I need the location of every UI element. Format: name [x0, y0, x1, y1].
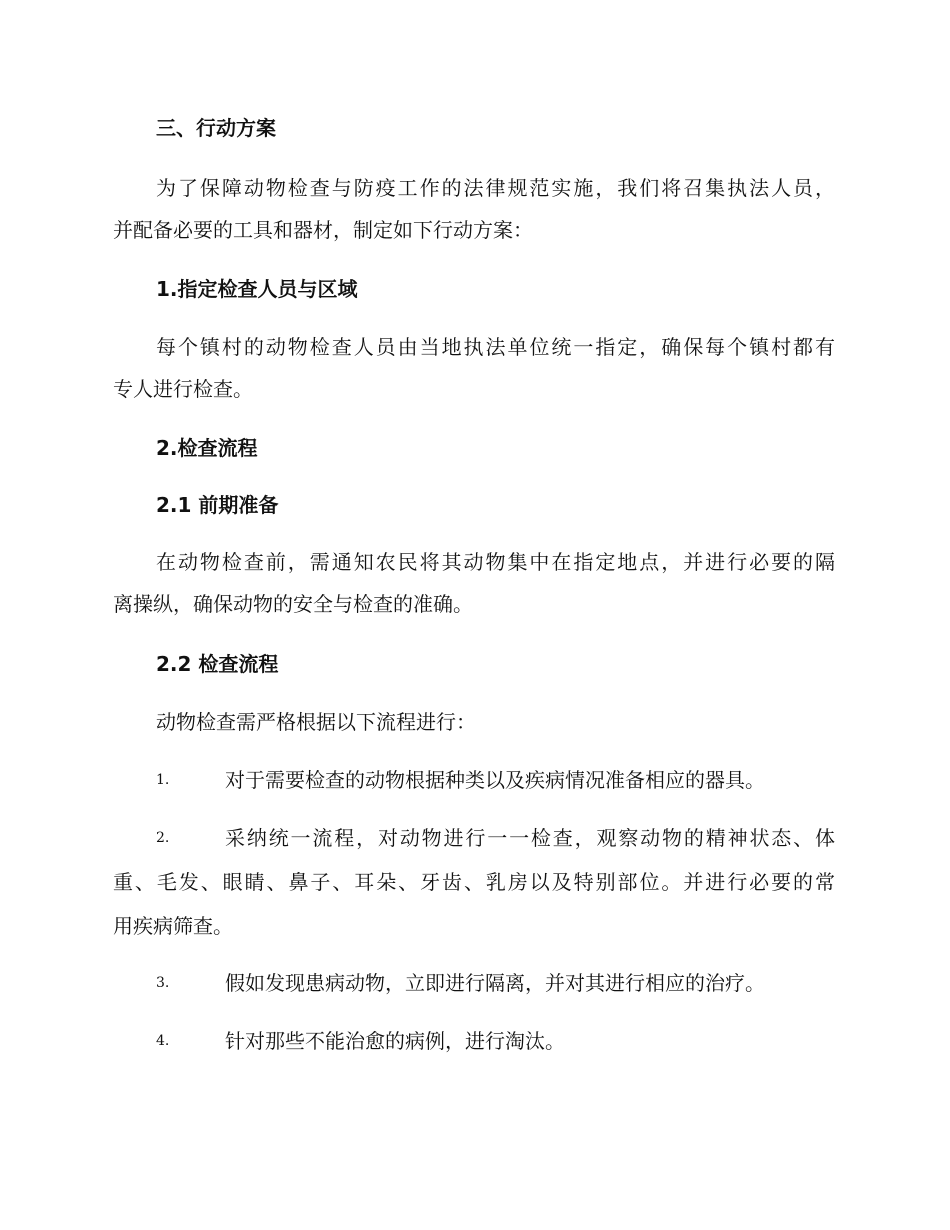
- list-number: 2.: [156, 830, 170, 846]
- heading-check-process: 2.2 检查流程: [156, 652, 279, 676]
- preparation-line-1: 在动物检查前，需通知农民将其动物集中在指定地点，并进行必要的隔: [156, 550, 835, 574]
- paragraph-assign-inspectors: [113, 326, 835, 410]
- intro-paragraph: [113, 167, 835, 251]
- heading-preparation: 2.1 前期准备: [156, 493, 279, 517]
- list-item: [0, 817, 950, 947]
- list-item-text-cont: 重、毛发、眼睛、鼻子、耳朵、牙齿、乳房以及特别部位。并进行必要的常: [113, 870, 835, 894]
- heading-inspection-process: 2.检查流程: [156, 436, 258, 460]
- list-number: 1.: [156, 772, 170, 788]
- paragraph-check-intro: 动物检查需严格根据以下流程进行：: [156, 710, 476, 734]
- list-item-text: 对于需要检查的动物根据种类以及疾病情况准备相应的器具。: [225, 768, 765, 792]
- section-title: 三、行动方案: [156, 116, 276, 140]
- list-item-text-cont: 用疾病筛查。: [113, 914, 233, 938]
- list-item-text: 假如发现患病动物，立即进行隔离，并对其进行相应的治疗。: [225, 971, 765, 995]
- list-item-text: 采纳统一流程，对动物进行一一检查，观察动物的精神状态、体: [225, 826, 835, 850]
- preparation-line-2: 离操纵，确保动物的安全与检查的准确。: [113, 592, 473, 616]
- list-number: 4.: [156, 1033, 170, 1049]
- paragraph-preparation: [113, 541, 835, 625]
- list-item-text: 针对那些不能治愈的病例，进行淘汰。: [225, 1029, 565, 1053]
- assign-line-1: 每个镇村的动物检查人员由当地执法单位统一指定，确保每个镇村都有: [156, 335, 835, 359]
- assign-line-2: 专人进行检查。: [113, 377, 253, 401]
- intro-line-2: 并配备必要的工具和器材，制定如下行动方案：: [113, 218, 533, 242]
- intro-line-1: 为了保障动物检查与防疫工作的法律规范实施，我们将召集执法人员，: [156, 176, 835, 200]
- heading-assign-inspectors: 1.指定检查人员与区域: [156, 277, 358, 301]
- list-number: 3.: [156, 975, 170, 991]
